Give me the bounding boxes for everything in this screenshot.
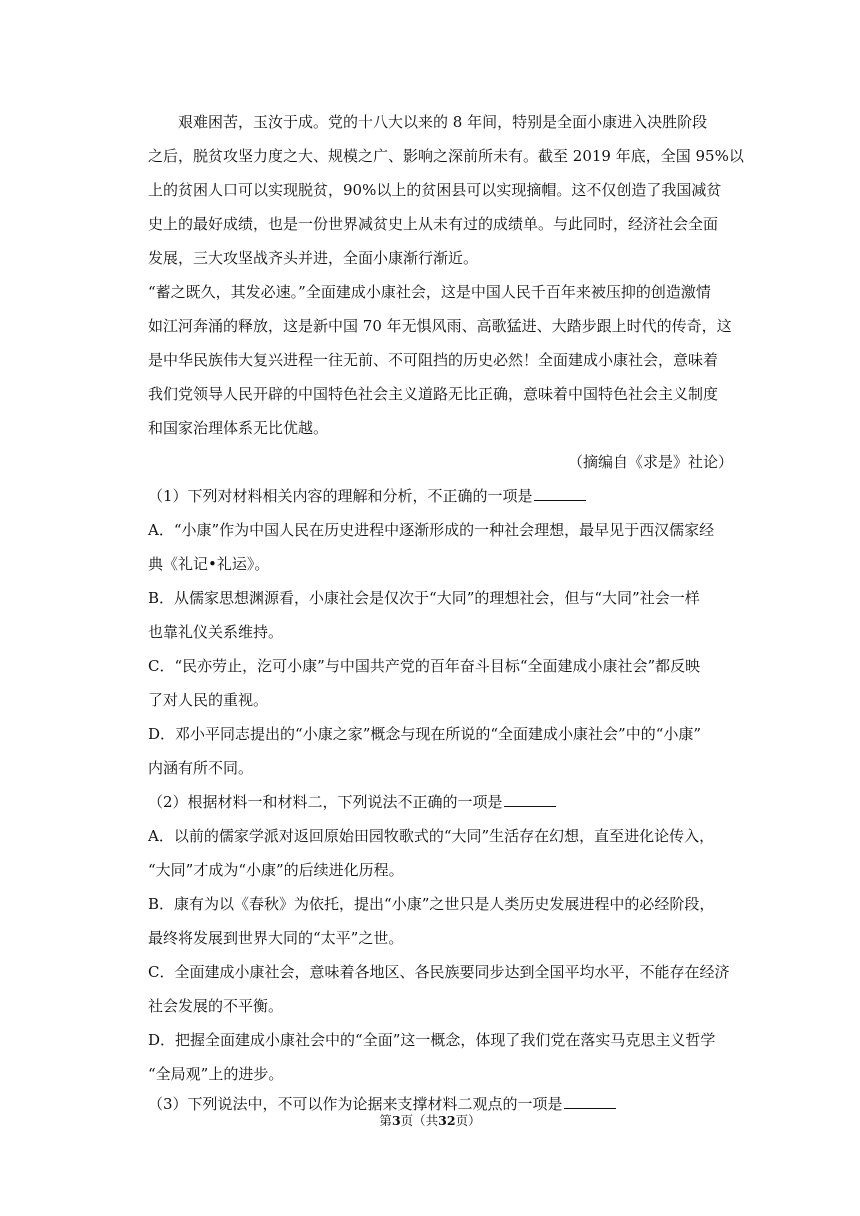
question-1-option: 也靠礼仪关系维持。 — [148, 623, 284, 641]
footer-prefix: 第 — [379, 1113, 392, 1128]
footer-middle: 页（共 — [400, 1113, 439, 1128]
passage-line: 发展，三大攻坚战齐头并进，全面小康渐行渐近。 — [148, 249, 479, 267]
question-2-option: 最终将发展到世界大同的“太平”之世。 — [148, 929, 404, 947]
question-2-option: 社会发展的不平衡。 — [148, 997, 284, 1015]
answer-blank — [504, 792, 556, 807]
passage-line: 我们党领导人民开辟的中国特色社会主义道路无比正确，意味着中国特色社会主义制度 — [148, 385, 719, 403]
question-2-option: B．康有为以《春秋》为依托，提出“小康”之世只是人类历史发展进程中的必经阶段， — [148, 895, 715, 913]
passage-line: 上的贫困人口可以实现脱贫，90%以上的贫困县可以实现摘帽。这不仅创造了我国减贫 — [148, 181, 722, 199]
footer-suffix: 页） — [455, 1113, 481, 1128]
page-footer — [0, 1112, 860, 1130]
total-pages: 32 — [438, 1113, 456, 1128]
question-2-prompt — [148, 792, 733, 812]
question-1-option: 内涵有所不同。 — [148, 759, 254, 777]
question-2-option: C．全面建成小康社会，意味着各地区、各民族要同步达到全国平均水平，不能存在经济 — [148, 963, 730, 981]
question-1-option: A．“小康”作为中国人民在历史进程中逐渐形成的一种社会理想，最早见于西汉儒家经 — [148, 521, 715, 539]
passage-line: 如江河奔涌的释放，这是新中国 70 年无惧风雨、高歌猛进、大踏步跟上时代的传奇，这 — [148, 317, 732, 335]
question-2-option: D．把握全面建成小康社会中的“全面”这一概念，体现了我们党在落实马克思主义哲学 — [148, 1031, 716, 1049]
question-3-text: （3）下列说法中，不可以作为论据来支撑材料二观点的一项是 — [148, 1095, 563, 1113]
question-1-option: D．邓小平同志提出的“小康之家”概念与现在所说的“全面建成小康社会”中的“小康” — [148, 725, 702, 743]
question-1-text: （1）下列对材料相关内容的理解和分析，不正确的一项是 — [148, 487, 533, 505]
passage-line: 和国家治理体系无比优越。 — [148, 419, 329, 437]
answer-blank — [534, 486, 586, 501]
question-1-prompt — [148, 486, 733, 506]
question-1-option: 典《礼记•礼运》。 — [148, 555, 270, 573]
passage-line: 是中华民族伟大复兴进程一往无前、不可阻挡的历史必然！全面建成小康社会，意味着 — [148, 351, 719, 369]
question-2-option: “全局观”上的进步。 — [148, 1065, 284, 1083]
question-2-option: A．以前的儒家学派对返回原始田园牧歌式的“大同”生活存在幻想，直至进化论传入， — [148, 827, 715, 845]
question-3-prompt — [148, 1094, 733, 1114]
question-1-option: C．“民亦劳止，汔可小康”与中国共产党的百年奋斗目标“全面建成小康社会”都反映 — [148, 657, 701, 675]
question-2-text: （2）根据材料一和材料二，下列说法不正确的一项是 — [148, 793, 503, 811]
answer-blank — [564, 1094, 616, 1109]
source-citation: （摘编自《求是》社论） — [567, 453, 733, 471]
passage-line: 之后，脱贫攻坚力度之大、规模之广、影响之深前所未有。截至 2019 年底，全国 95%以 — [148, 147, 744, 165]
page-number: 3 — [391, 1113, 401, 1128]
question-2-option: “大同”才成为“小康”的后续进化历程。 — [148, 861, 404, 879]
question-1-option: 了对人民的重视。 — [148, 691, 269, 709]
passage-line: “蓄之既久，其发必速。”全面建成小康社会，这是中国人民千百年来被压抑的创造激情 — [148, 283, 711, 301]
passage-line: 史上的最好成绩，也是一份世界减贫史上从未有过的成绩单。与此同时，经济社会全面 — [148, 215, 719, 233]
passage-line: 艰难困苦，玉汝于成。党的十八大以来的 8 年间，特别是全面小康进入决胜阶段 — [148, 113, 708, 131]
question-1-option: B．从儒家思想渊源看，小康社会是仅次于“大同”的理想社会，但与“大同”社会一样 — [148, 589, 700, 607]
